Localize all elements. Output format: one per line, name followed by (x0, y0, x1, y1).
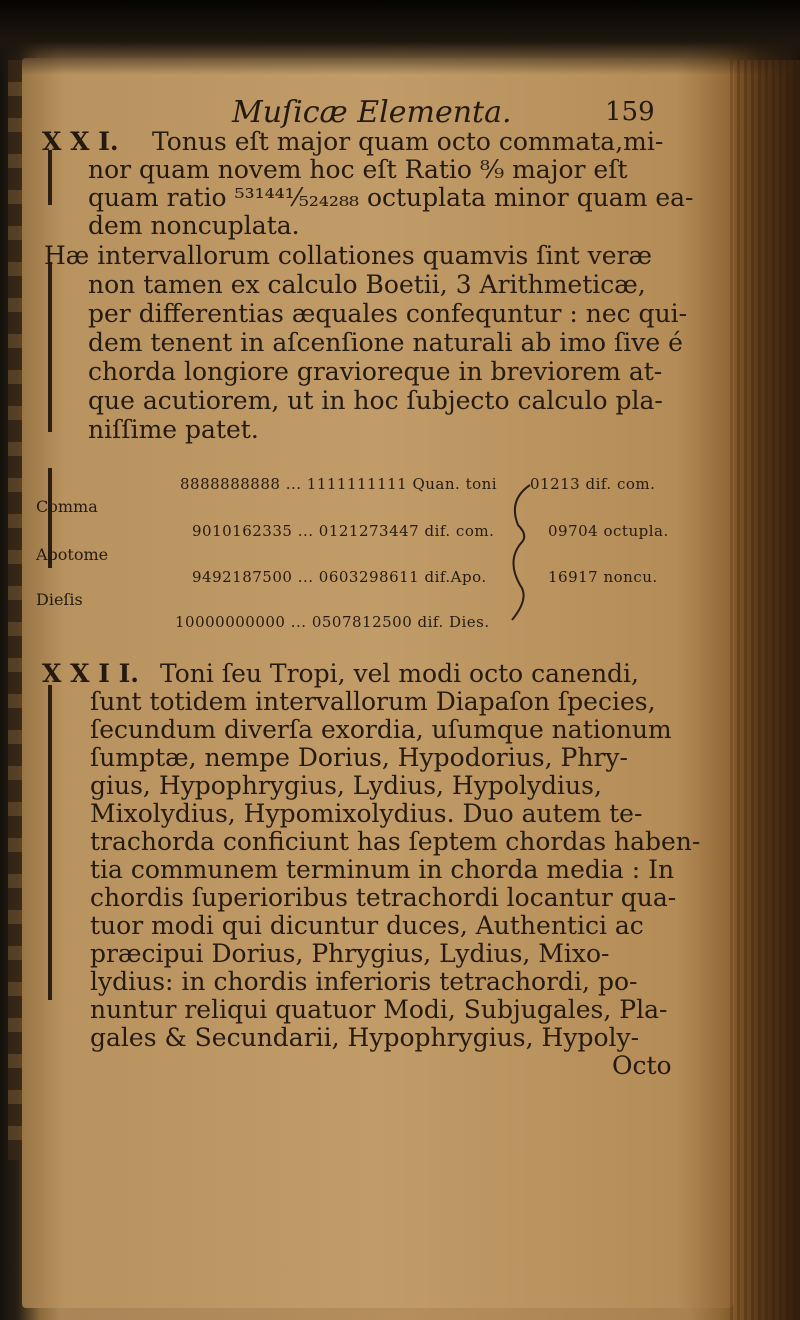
calc-row: 9492187500 ... 0603298611 dif.Apo. (192, 568, 487, 586)
text-line: quam ratio ⁵³¹⁴⁴¹⁄₅₂₄₂₈₈ octuplata minor quam ea- (88, 183, 694, 212)
running-header: Muſicæ Elementa. (232, 95, 512, 130)
text-line: præcipui Dorius, Phrygius, Lydius, Mixo- (90, 939, 610, 968)
catchword: Octo (612, 1051, 672, 1080)
text-line: que acutiorem, ut in hoc ſubjecto calculo pla- (88, 386, 663, 415)
calc-result: 16917 noncu. (548, 568, 658, 586)
calc-row: 8888888888 ... 1111111111 Quan. toni (180, 475, 498, 493)
side-label: Apotome (36, 545, 109, 564)
text-line: trachorda conficiunt has ſeptem chordas haben- (90, 827, 701, 856)
margin-bar (48, 150, 52, 205)
text-line: per differentias æquales confequntur : nec qui- (88, 299, 688, 328)
page-number: 159 (605, 97, 655, 127)
text-line: niſſime patet. (88, 415, 259, 444)
binding-gutter (8, 60, 22, 1160)
text-line: Tonus eſt major quam octo commata,mi- (152, 127, 664, 156)
top-shadow (0, 0, 800, 75)
text-line: gius, Hypophrygius, Lydius, Hypolydius, (90, 771, 602, 800)
text-line: chordis ſuperioribus tetrachordi locantur qua- (90, 883, 677, 912)
text-line: ſumptæ, nempe Dorius, Hypodorius, Phry- (90, 743, 628, 772)
text-line: Mixolydius, Hypomixolydius. Duo autem te- (90, 799, 643, 828)
text-line: chorda longiore gravioreque in breviorem at- (88, 357, 663, 386)
text-line: Toni ſeu Tropi, vel modi octo canendi, (160, 659, 640, 688)
text-line: gales & Secundarii, Hypophrygius, Hypoly- (90, 1023, 640, 1052)
margin-bar (48, 685, 52, 1000)
calc-row: 10000000000 ... 0507812500 dif. Dies. (175, 613, 490, 631)
calc-row: 9010162335 ... 0121273447 dif. com. (192, 522, 495, 540)
text-line: non tamen ex calculo Boetii, 3 Arithmeticæ, (88, 270, 646, 299)
margin-bar (48, 262, 52, 432)
side-label: Dieſis (36, 590, 83, 609)
text-line: tuor modi qui dicuntur duces, Authentici ac (90, 911, 644, 940)
calc-result: 01213 dif. com. (530, 475, 656, 493)
text-line: ſecundum diverſa exordia, uſumque nationum (90, 715, 672, 744)
text-line: nor quam novem hoc eſt Ratio ⁸⁄₉ major eſt (88, 155, 628, 184)
section-numeral: X X I I. (42, 659, 139, 688)
text-line: dem tenent in aſcenſione naturali ab imo ſive é (88, 328, 683, 357)
page-edge (730, 60, 800, 1320)
text-line: dem noncuplata. (88, 211, 300, 240)
brace-icon (500, 480, 540, 630)
section-numeral: X X I. (42, 127, 119, 156)
side-label: Comma (36, 497, 98, 516)
text-line: tia communem terminum in chorda media : In (90, 855, 675, 884)
calc-result: 09704 octupla. (548, 522, 669, 540)
text-line: ſunt totidem intervallorum Diapaſon ſpecies, (90, 687, 656, 716)
text-line: lydius: in chordis inferioris tetrachordi, po- (90, 967, 638, 996)
text-line: nuntur reliqui quatuor Modi, Subjugales, Pla- (90, 995, 668, 1024)
text-line: Hæ intervallorum collationes quamvis ſint veræ (44, 241, 652, 270)
